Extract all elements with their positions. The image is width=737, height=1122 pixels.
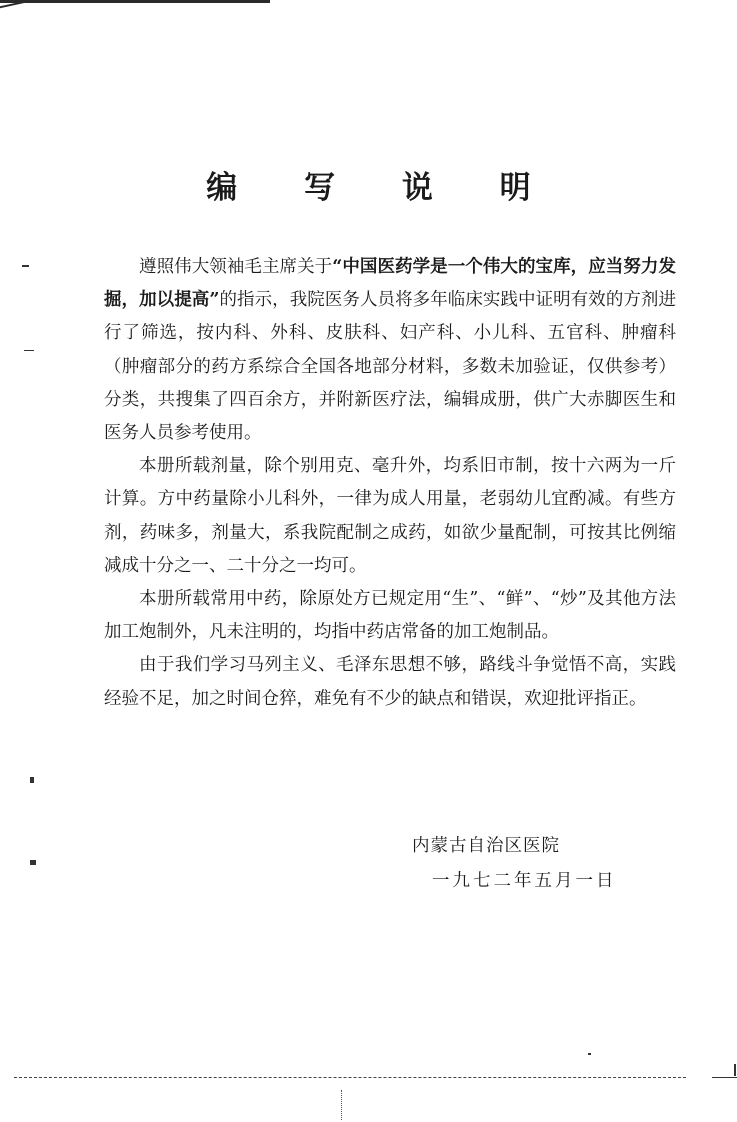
paragraph-1-lead: 遵照伟大领袖毛主席关于 (139, 257, 333, 277)
page-title: 编 写 说 明 (206, 170, 559, 206)
preface-body (104, 251, 676, 716)
margin-speck (24, 350, 34, 351)
margin-speck (30, 860, 36, 865)
margin-speck (30, 777, 34, 783)
signature-date: 一九七二年五月一日 (432, 871, 617, 891)
margin-speck (588, 1053, 591, 1055)
paragraph-3: 本册所载常用中药，除原处方已规定用“生”、“鲜”、“炒”及其他方法加工炮制外，凡未注明的，均指中药店常备的加工炮制品。 (104, 589, 676, 643)
scan-edge-mark (0, 0, 270, 3)
margin-speck (734, 1064, 736, 1076)
margin-speck (22, 265, 29, 267)
paragraph-1 (104, 251, 676, 450)
signature-organization: 内蒙古自治区医院 (412, 836, 560, 856)
paragraph-4: 由于我们学习马列主义、毛泽东思想不够，路线斗争觉悟不高，实践经验不足，加之时间仓猝，难免有不少的缺点和错误，欢迎批评指正。 (104, 655, 676, 709)
page-bottom-rule (14, 1077, 686, 1079)
paragraph-2: 本册所载剂量，除个别用克、毫升外，均系旧市制，按十六两为一斤计算。方中药量除小儿科外，一律为成人用量，老弱幼儿宜酌减。有些方剂，药味多，剂量大，系我院配制之成药，如欲少量配制，可按其比例缩减成十分之一、二十分之一均可。 (104, 456, 676, 576)
paragraph-1-quote: “中国医药学是一个伟大的宝库，应当努力发掘，加以提高” (104, 257, 677, 311)
binding-gutter-mark (341, 1090, 343, 1120)
paragraph-1-rest: 的指示，我院医务人员将多年临床实践中证明有效的方剂进行了筛选，按内科、外科、皮肤科、妇产科、小儿科、五官科、肿瘤科（肿瘤部分的药方系综合全国各地部分材料，多数未加验证，仅供参考）分类，共搜集了四百余方，并附新医疗法，编辑成册，供广大赤脚医生和医务人员参考使用。 (104, 290, 676, 444)
page-bottom-rule-right (712, 1077, 737, 1078)
